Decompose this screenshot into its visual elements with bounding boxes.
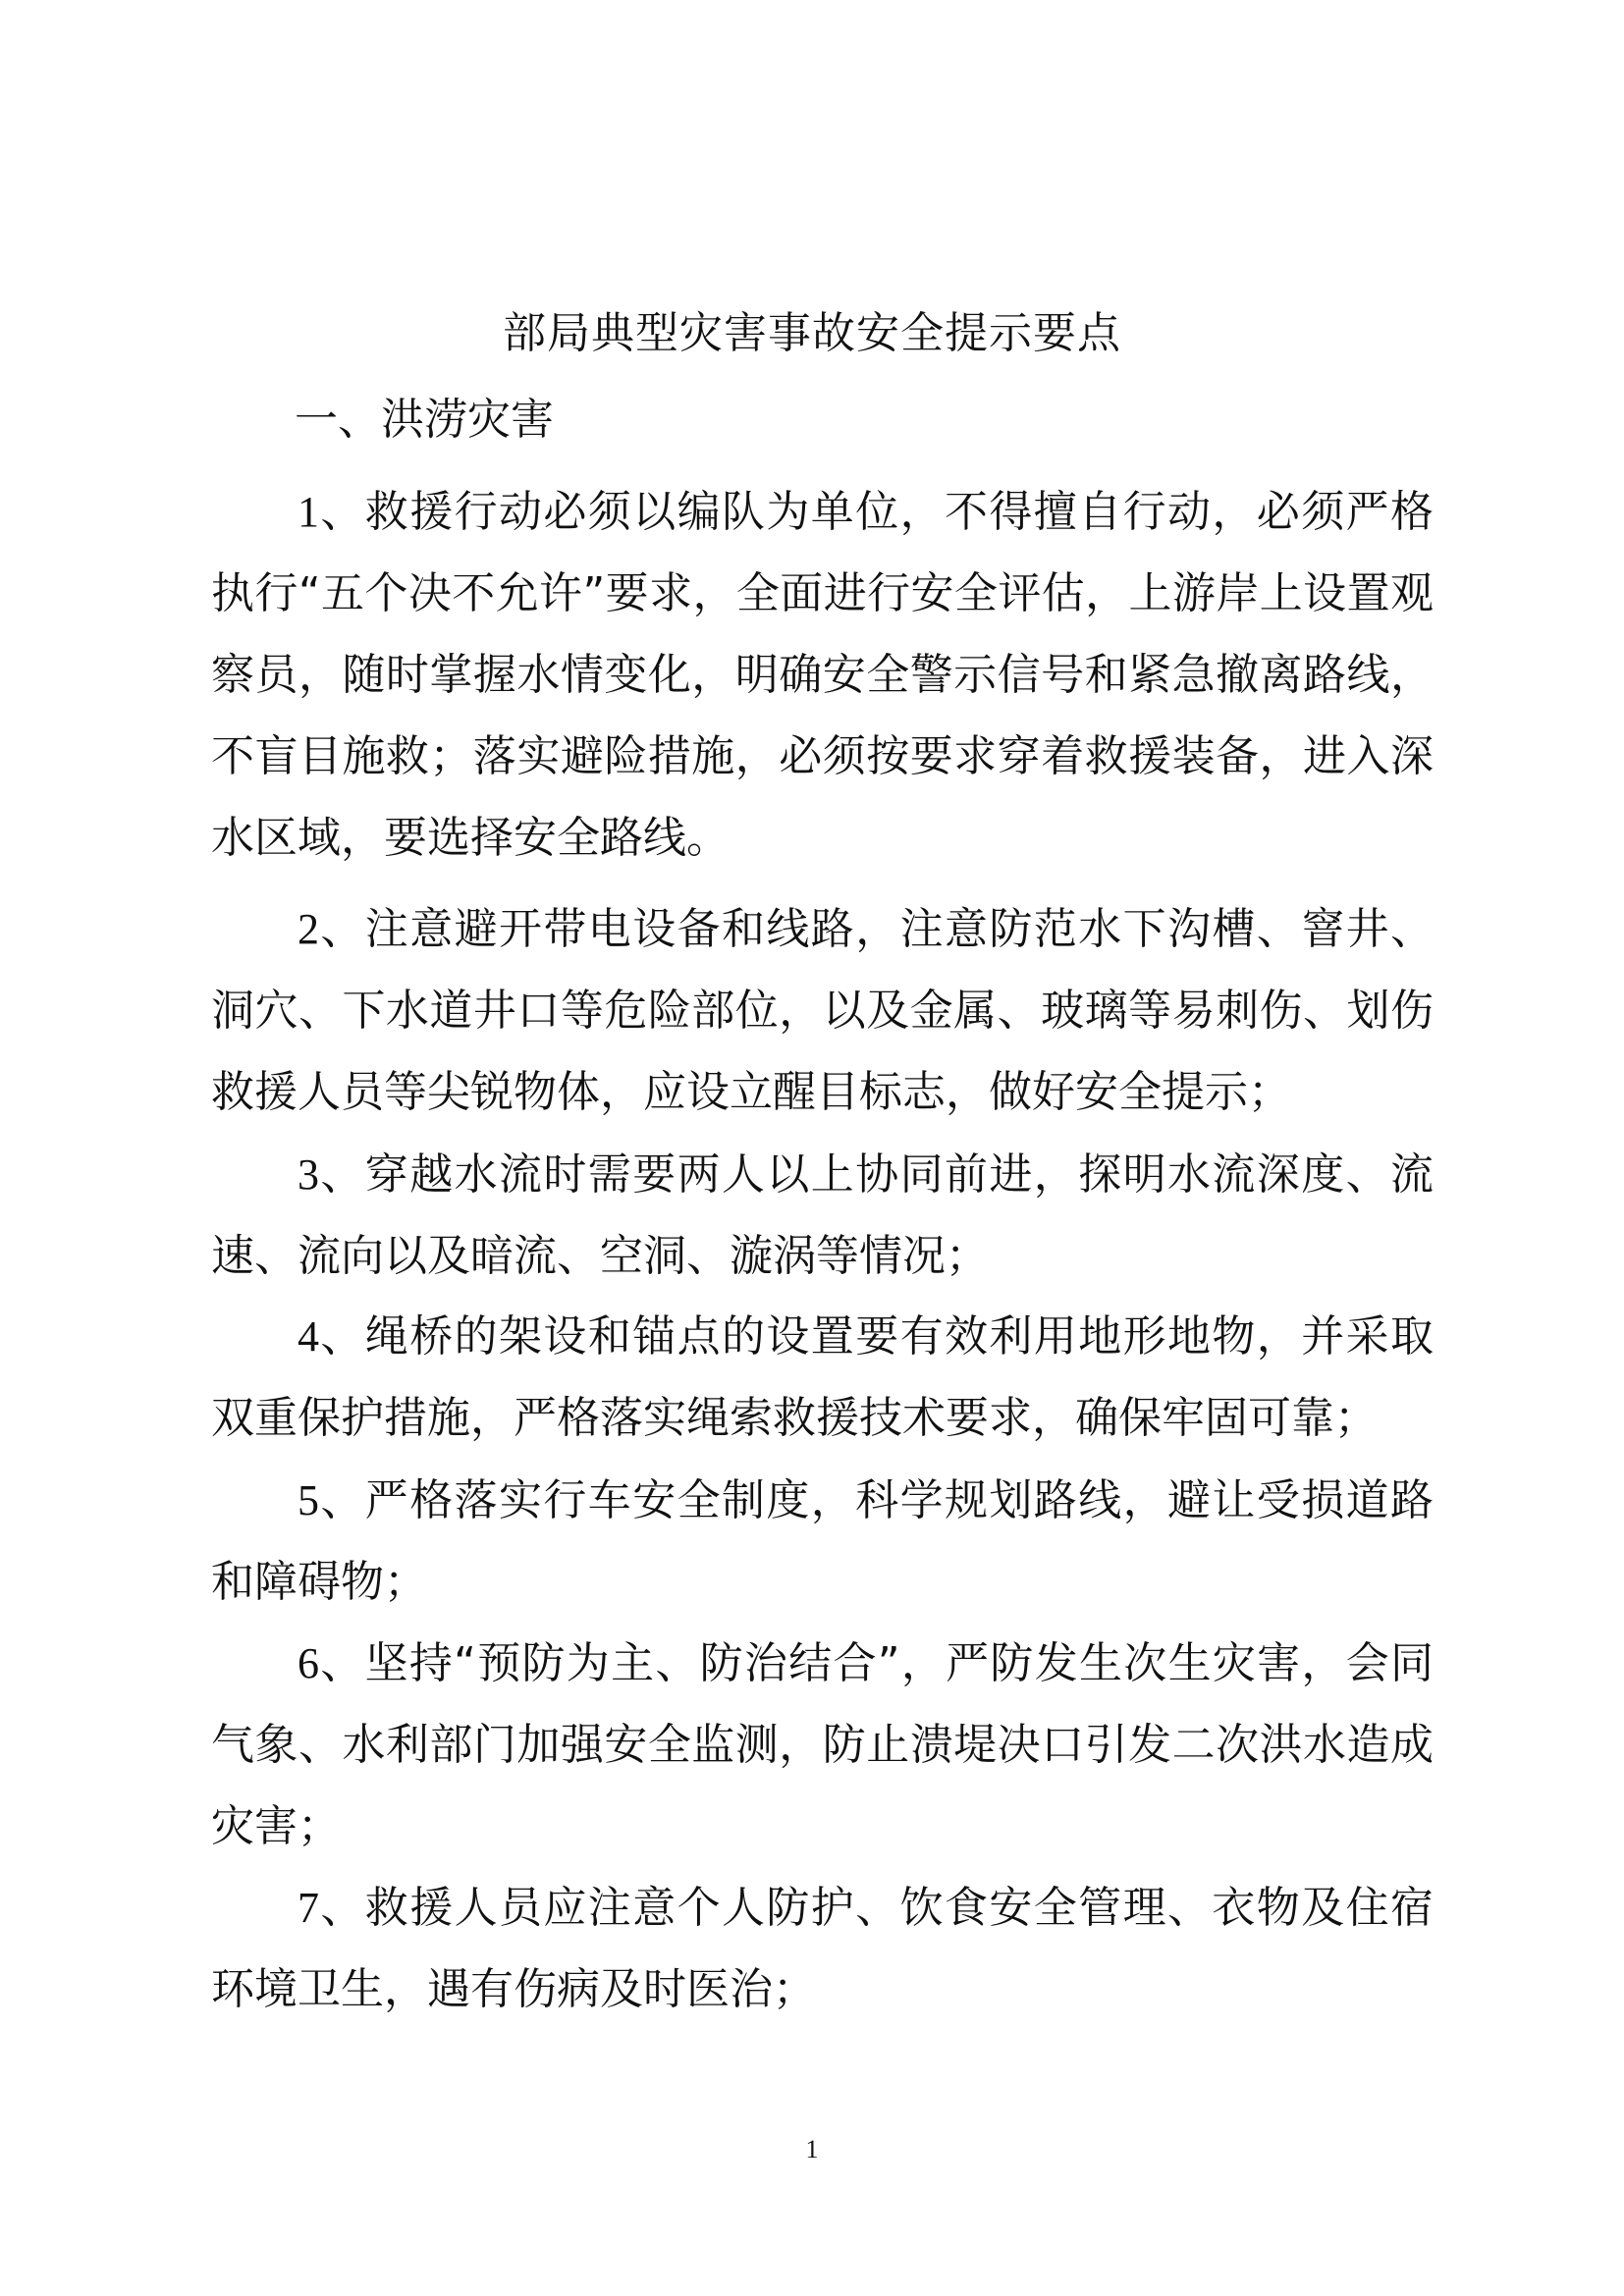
item-number: 6 [298, 1639, 319, 1687]
list-item [211, 888, 1434, 1133]
list-item [211, 1623, 1434, 1867]
item-text: 、坚持“预防为主、防治结合”，严防发生次生灾害，会同气象、水利部门加强安全监测，防止溃堤决口引发二次洪水造成灾害； [211, 1638, 1434, 1851]
section-heading: 一、洪涝灾害 [295, 395, 554, 445]
item-text: 、注意避开带电设备和线路，注意防范水下沟槽、窨井、洞穴、下水道井口等危险部位，以及金属、玻璃等易刺伤、划伤救援人员等尖锐物体，应设立醒目标志，做好安全提示； [211, 904, 1434, 1117]
item-number: 5 [298, 1476, 319, 1524]
page-number: 1 [805, 2135, 819, 2163]
item-text: 、救援人员应注意个人防护、饮食安全管理、衣物及住宿环境卫生，遇有伤病及时医治； [211, 1883, 1434, 2014]
item-text: 、绳桥的架设和锚点的设置要有效利用地形地物，并采取双重保护措施，严格落实绳索救援技术要求，确保牢固可靠； [211, 1311, 1434, 1443]
list-item [211, 1296, 1434, 1459]
list-item [211, 1134, 1434, 1297]
item-text: 、穿越水流时需要两人以上协同前进，探明水流深度、流速、流向以及暗流、空洞、漩涡等情况； [211, 1149, 1434, 1281]
item-number: 4 [298, 1312, 319, 1361]
list-item [211, 1460, 1434, 1623]
list-item [211, 1867, 1434, 2030]
item-number: 7 [298, 1884, 319, 1932]
item-text: 、救援行动必须以编队为单位，不得擅自行动，必须严格执行“五个决不允许”要求，全面进行安全评估，上游岸上设置观察员，随时掌握水情变化，明确安全警示信号和紧急撤离路线，不盲目施救；落实避险措施，必须按要求穿着救援装备，进入深水区域，要选择安全路线。 [211, 487, 1434, 863]
item-number: 3 [298, 1150, 319, 1199]
item-text: 、严格落实行车安全制度，科学规划路线，避让受损道路和障碍物； [211, 1475, 1434, 1607]
document-title: 部局典型灾害事故安全提示要点 [503, 308, 1121, 358]
item-number: 2 [298, 905, 319, 953]
list-item [211, 471, 1434, 879]
item-number: 1 [298, 488, 319, 536]
